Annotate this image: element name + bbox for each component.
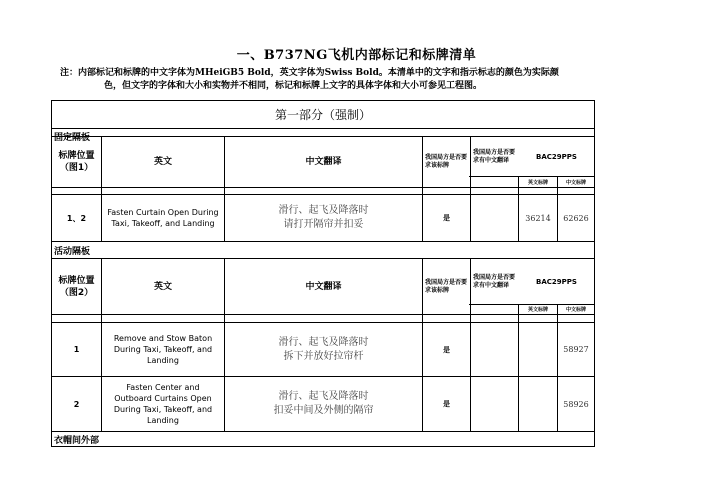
table-row-english: Remove and Stow Baton During Taxi, Takeoff, and Landing (113, 334, 213, 365)
header-bac-cn: 中文标牌 (565, 179, 586, 186)
table-row-translation (471, 323, 518, 376)
table-row-position: 1 (73, 345, 80, 354)
header-chinese: 中文翻译 (305, 157, 342, 167)
table-row-chinese: 滑行、起飞及降落时 扣妥中间及外侧的隔帘 (273, 391, 374, 416)
section-title: 第一部分（强制） (274, 107, 371, 122)
table-row-position: 2 (73, 399, 80, 409)
table-row-required: 是 (443, 400, 450, 408)
note-line-1: 注：内部标记和标牌的中文字体为MHeiGB5 Bold，英文字体为Swiss Bold。本清单中的文字和指示标志的颜色为实际颜 (60, 68, 559, 78)
header-bac-cn: 中文标牌 (565, 307, 586, 313)
header-require-translation: 我国局方是否要求有中文翻译 (473, 273, 516, 289)
table-row-bac-cn: 62626 (563, 213, 589, 223)
table-row-bac-en (519, 323, 557, 376)
table-row-english: Fasten Center and Outboard Curtains Open During Taxi, Takeoff, and Landing (113, 383, 213, 425)
table-row-translation (471, 195, 518, 241)
header-english: 英文 (153, 281, 172, 292)
table-row-bac-en (519, 377, 557, 431)
group-label-movable: 活动隔板 (54, 247, 91, 257)
header-bac: BAC29PPS (536, 277, 577, 286)
placard-table (51, 100, 595, 447)
header-position: 标牌位置 （图2） (58, 275, 95, 298)
header-bac-en: 英文标牌 (527, 307, 548, 313)
table-row-english: Fasten Curtain Open During Taxi, Takeoff, and Landing (107, 208, 219, 228)
header-english: 英文 (153, 157, 172, 167)
header-require-placard: 我国局方是否要求该标牌 (425, 154, 468, 169)
table-row-required: 是 (443, 214, 450, 222)
table-row-bac-en: 36214 (525, 213, 551, 223)
group-label-closet: 衣帽间外部 (54, 436, 100, 446)
table-row-bac-cn: 58927 (563, 345, 589, 354)
group-label-fixed: 固定隔板 (54, 133, 91, 143)
table-row-translation (471, 377, 518, 431)
note-line-2: 色，但文字的字体和大小和实物并不相同，标记和标牌上文字的具体字体和大小可参见工程图。 (104, 81, 483, 91)
table-row-chinese: 滑行、起飞及降落时 拆下并放好拉帘杆 (278, 336, 369, 362)
header-bac: BAC29PPS (536, 153, 577, 161)
document-note (60, 67, 635, 93)
header-require-placard: 我国局方是否要求该标牌 (425, 278, 468, 294)
header-chinese: 中文翻译 (305, 281, 342, 292)
header-require-translation: 我国局方是否要求有中文翻译 (473, 149, 516, 164)
table-row-chinese: 滑行、起飞及降落时 请打开隔帘并扣妥 (278, 205, 369, 230)
header-bac-en: 英文标牌 (527, 179, 548, 186)
document-title: 一、B737NG飞机内部标记和标牌清单 (236, 48, 477, 63)
table-row-required: 是 (443, 345, 450, 354)
header-position: 标牌位置 （图1） (58, 151, 95, 173)
table-row-position: 1、2 (66, 213, 87, 223)
table-row-bac-cn: 58926 (563, 399, 589, 409)
